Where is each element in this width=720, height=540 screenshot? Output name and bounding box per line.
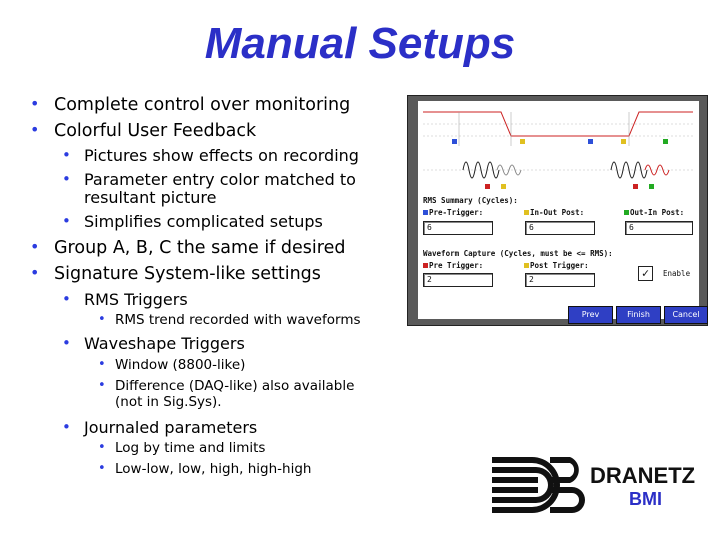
bullet-dot-icon: • — [62, 212, 71, 230]
bullet-item: • Journaled parameters — [62, 418, 258, 437]
bullet-dot-icon: • — [62, 170, 71, 188]
bullet-dot-icon: • — [62, 290, 71, 308]
rms-trend-plot — [423, 106, 693, 146]
bullet-item: • Difference (DAQ-like) also available (not in Sig.Sys). — [98, 378, 355, 410]
post-trigger-marker — [649, 184, 654, 189]
bullet-item: • Log by time and limits — [98, 440, 266, 456]
post-trigger-marker — [501, 184, 506, 189]
finish-button[interactable]: Finish — [616, 306, 661, 324]
bullet-item: • RMS Triggers — [62, 290, 188, 309]
pre-color-icon — [423, 210, 428, 215]
out-in-post-input[interactable]: 6 — [625, 221, 693, 235]
bullet-item: • Group A, B, C the same if desired — [30, 237, 346, 258]
bullet-dot-icon: • — [98, 461, 106, 476]
slide-title: Manual Setups — [204, 19, 516, 68]
bullet-dot-icon: • — [98, 357, 106, 372]
bullet-dot-icon: • — [62, 334, 71, 352]
pre-trigger-marker — [452, 139, 457, 144]
logo-mark-icon — [490, 455, 585, 515]
out-in-marker — [663, 139, 668, 144]
bullet-item: • Pictures show effects on recording — [62, 146, 359, 165]
out-in-post-label: Out-In Post: — [624, 208, 684, 217]
trigger-marker — [588, 139, 593, 144]
setup-screenshot — [407, 95, 708, 326]
dranetz-bmi-logo — [490, 455, 710, 515]
outin-color-icon — [624, 210, 629, 215]
pre-trigger-marker — [633, 184, 638, 189]
pre2-color-icon — [423, 263, 428, 268]
checkmark-icon: ✓ — [641, 266, 650, 280]
in-out-marker — [621, 139, 626, 144]
post-trigger-input[interactable]: 2 — [525, 273, 595, 287]
post-color-icon — [524, 263, 529, 268]
enable-checkbox[interactable] — [638, 266, 653, 281]
enable-label: Enable — [663, 269, 691, 278]
waveform-plot — [423, 149, 693, 191]
bullet-item: • Window (8800-like) — [98, 357, 246, 373]
waveform-capture-label: Waveform Capture (Cycles, must be <= RMS): — [423, 249, 613, 258]
bullet-item: • Waveshape Triggers — [62, 334, 245, 353]
bullet-item: • Low-low, low, high, high-high — [98, 461, 312, 477]
pre-trigger-marker — [485, 184, 490, 189]
logo-sub: BMI — [629, 489, 662, 509]
pre-trigger2-input[interactable]: 2 — [423, 273, 493, 287]
bullet-dot-icon: • — [98, 440, 106, 455]
rms-summary-label: RMS Summary (Cycles): — [423, 196, 518, 205]
bullet-item: • Colorful User Feedback — [30, 120, 257, 141]
bullet-item: • RMS trend recorded with waveforms — [98, 312, 361, 328]
bullet-dot-icon: • — [62, 418, 71, 436]
bullet-dot-icon: • — [98, 378, 106, 393]
bullet-item: • Signature System-like settings — [30, 263, 321, 284]
prev-button[interactable]: Prev — [568, 306, 613, 324]
instrument-screen — [418, 101, 699, 319]
bullet-item: • Complete control over monitoring — [30, 94, 351, 115]
bullet-dot-icon: • — [30, 263, 40, 282]
bullet-dot-icon: • — [30, 120, 40, 139]
bullet-dot-icon: • — [30, 237, 40, 256]
in-out-post-input[interactable]: 6 — [525, 221, 595, 235]
in-out-post-label: In-Out Post: — [524, 208, 584, 217]
inout-color-icon — [524, 210, 529, 215]
cancel-button[interactable]: Cancel — [664, 306, 708, 324]
logo-name: DRANETZ — [590, 463, 696, 488]
bullet-dot-icon: • — [62, 146, 71, 164]
pre-trigger-label: Pre-Trigger: — [423, 208, 483, 217]
pre-trigger2-label: Pre Trigger: — [423, 261, 483, 270]
in-out-marker — [520, 139, 525, 144]
bullet-item: • Simplifies complicated setups — [62, 212, 323, 231]
bullet-dot-icon: • — [30, 94, 40, 113]
bullet-item: • Parameter entry color matched to resultant picture — [62, 170, 356, 208]
bullet-dot-icon: • — [98, 312, 106, 327]
post-trigger-label: Post Trigger: — [524, 261, 589, 270]
pre-trigger-input[interactable]: 6 — [423, 221, 493, 235]
